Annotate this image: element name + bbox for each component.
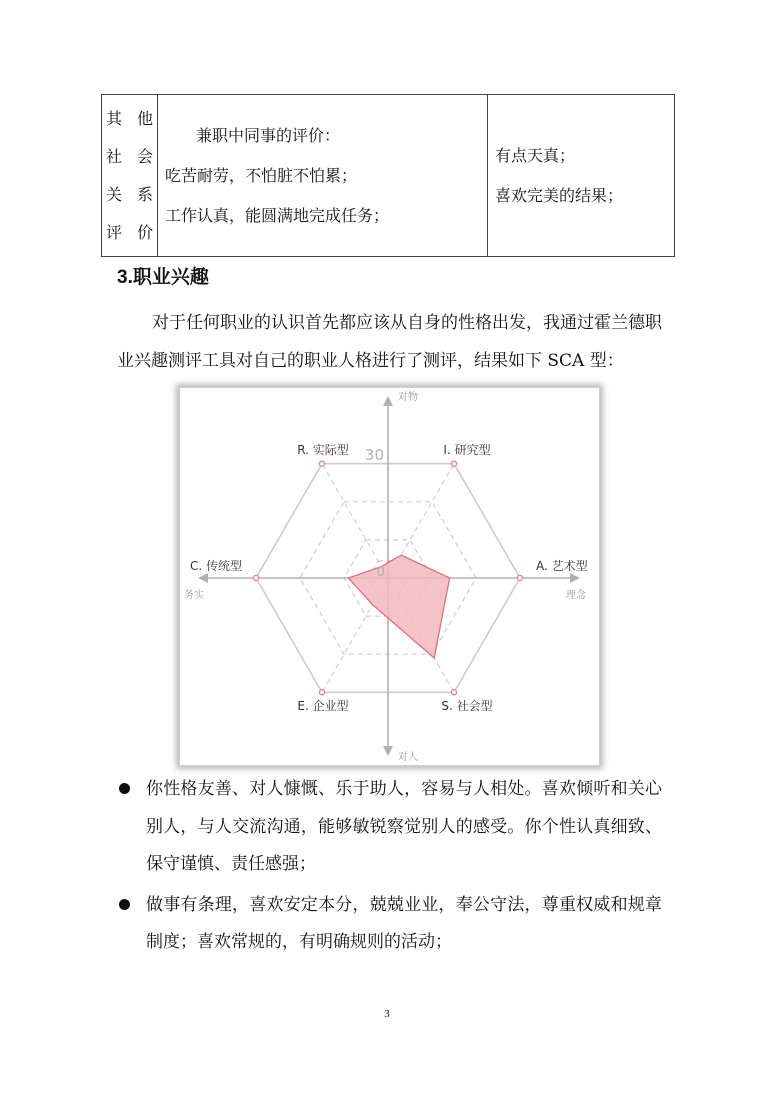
- category-cell: [102, 95, 158, 257]
- evaluation-line: 喜欢完美的结果；: [495, 185, 624, 205]
- evaluation-line: 工作认真，能圆满地完成任务；: [165, 205, 390, 225]
- axis-arrow-up-icon: [383, 396, 393, 406]
- vertex-marker: [517, 575, 522, 580]
- type-label: E. 企业型: [297, 699, 349, 713]
- scale-min-label: 0: [376, 565, 385, 580]
- type-label: R. 实际型: [297, 443, 349, 457]
- axis-arrow-left-icon: [198, 573, 208, 583]
- type-label: C. 传统型: [189, 559, 242, 573]
- dimension-label-bottom: 对人: [398, 752, 418, 763]
- vertex-marker: [319, 690, 324, 695]
- evaluation-line: 吃苦耐劳，不怕脏不怕累；: [165, 165, 358, 185]
- vertex-marker: [319, 461, 324, 466]
- type-label: I. 研究型: [443, 443, 491, 457]
- list-item: [117, 887, 662, 962]
- intro-paragraph: 对于任何职业的认识首先都应该从自身的性格出发，我通过霍兰德职业兴趣测评工具对自己的职业人格进行了测评，结果如下 SCA 型：: [117, 313, 662, 371]
- vertex-marker: [451, 690, 456, 695]
- type-label: A. 艺术型: [536, 559, 588, 573]
- self-evaluation-cell: [488, 95, 675, 257]
- dimension-label-left: 务实: [184, 590, 204, 601]
- table-row: [102, 95, 675, 257]
- section-heading: 3.职业兴趣: [117, 267, 209, 288]
- category-line: 关系: [106, 184, 153, 204]
- category-line: 评价: [106, 222, 153, 242]
- data-area: [348, 555, 449, 658]
- type-label: S. 社会型: [441, 699, 493, 713]
- evaluation-line: 兼职中同事的评价：: [196, 125, 341, 145]
- bullet-text: 做事有条理，喜欢安定本分，兢兢业业，奉公守法，尊重权威和规章制度；喜欢常规的，有明确规则的活动；: [146, 894, 662, 952]
- scale-max-label: 30: [364, 446, 384, 464]
- axis-arrow-down-icon: [383, 746, 393, 756]
- trait-bullet-list: [117, 771, 662, 965]
- radar-svg: [180, 388, 599, 765]
- evaluation-line: 有点天真；: [495, 145, 576, 165]
- vertex-marker: [253, 575, 258, 580]
- bullet-icon: [119, 783, 130, 794]
- category-line: 社会: [106, 146, 153, 166]
- axis-arrow-right-icon: [570, 573, 580, 583]
- list-item: [117, 771, 662, 884]
- bullet-text: 你性格友善、对人慷慨、乐于助人，容易与人相处。喜欢倾听和关心别人，与人交流沟通，能够敏锐察觉别人的感受。你个性认真细致、保守谨慎、责任感强；: [146, 779, 662, 874]
- evaluation-table: [101, 94, 675, 257]
- radar-spoke: [322, 464, 388, 578]
- dimension-label-top: 对物: [398, 392, 418, 403]
- page-number: 3: [384, 1008, 390, 1020]
- dimension-label-right: 理念: [566, 590, 586, 601]
- holland-radar-chart: [179, 387, 600, 766]
- vertex-marker: [451, 461, 456, 466]
- bullet-icon: [119, 899, 130, 910]
- category-line: 其他: [106, 108, 153, 128]
- colleague-evaluation-cell: [158, 95, 488, 257]
